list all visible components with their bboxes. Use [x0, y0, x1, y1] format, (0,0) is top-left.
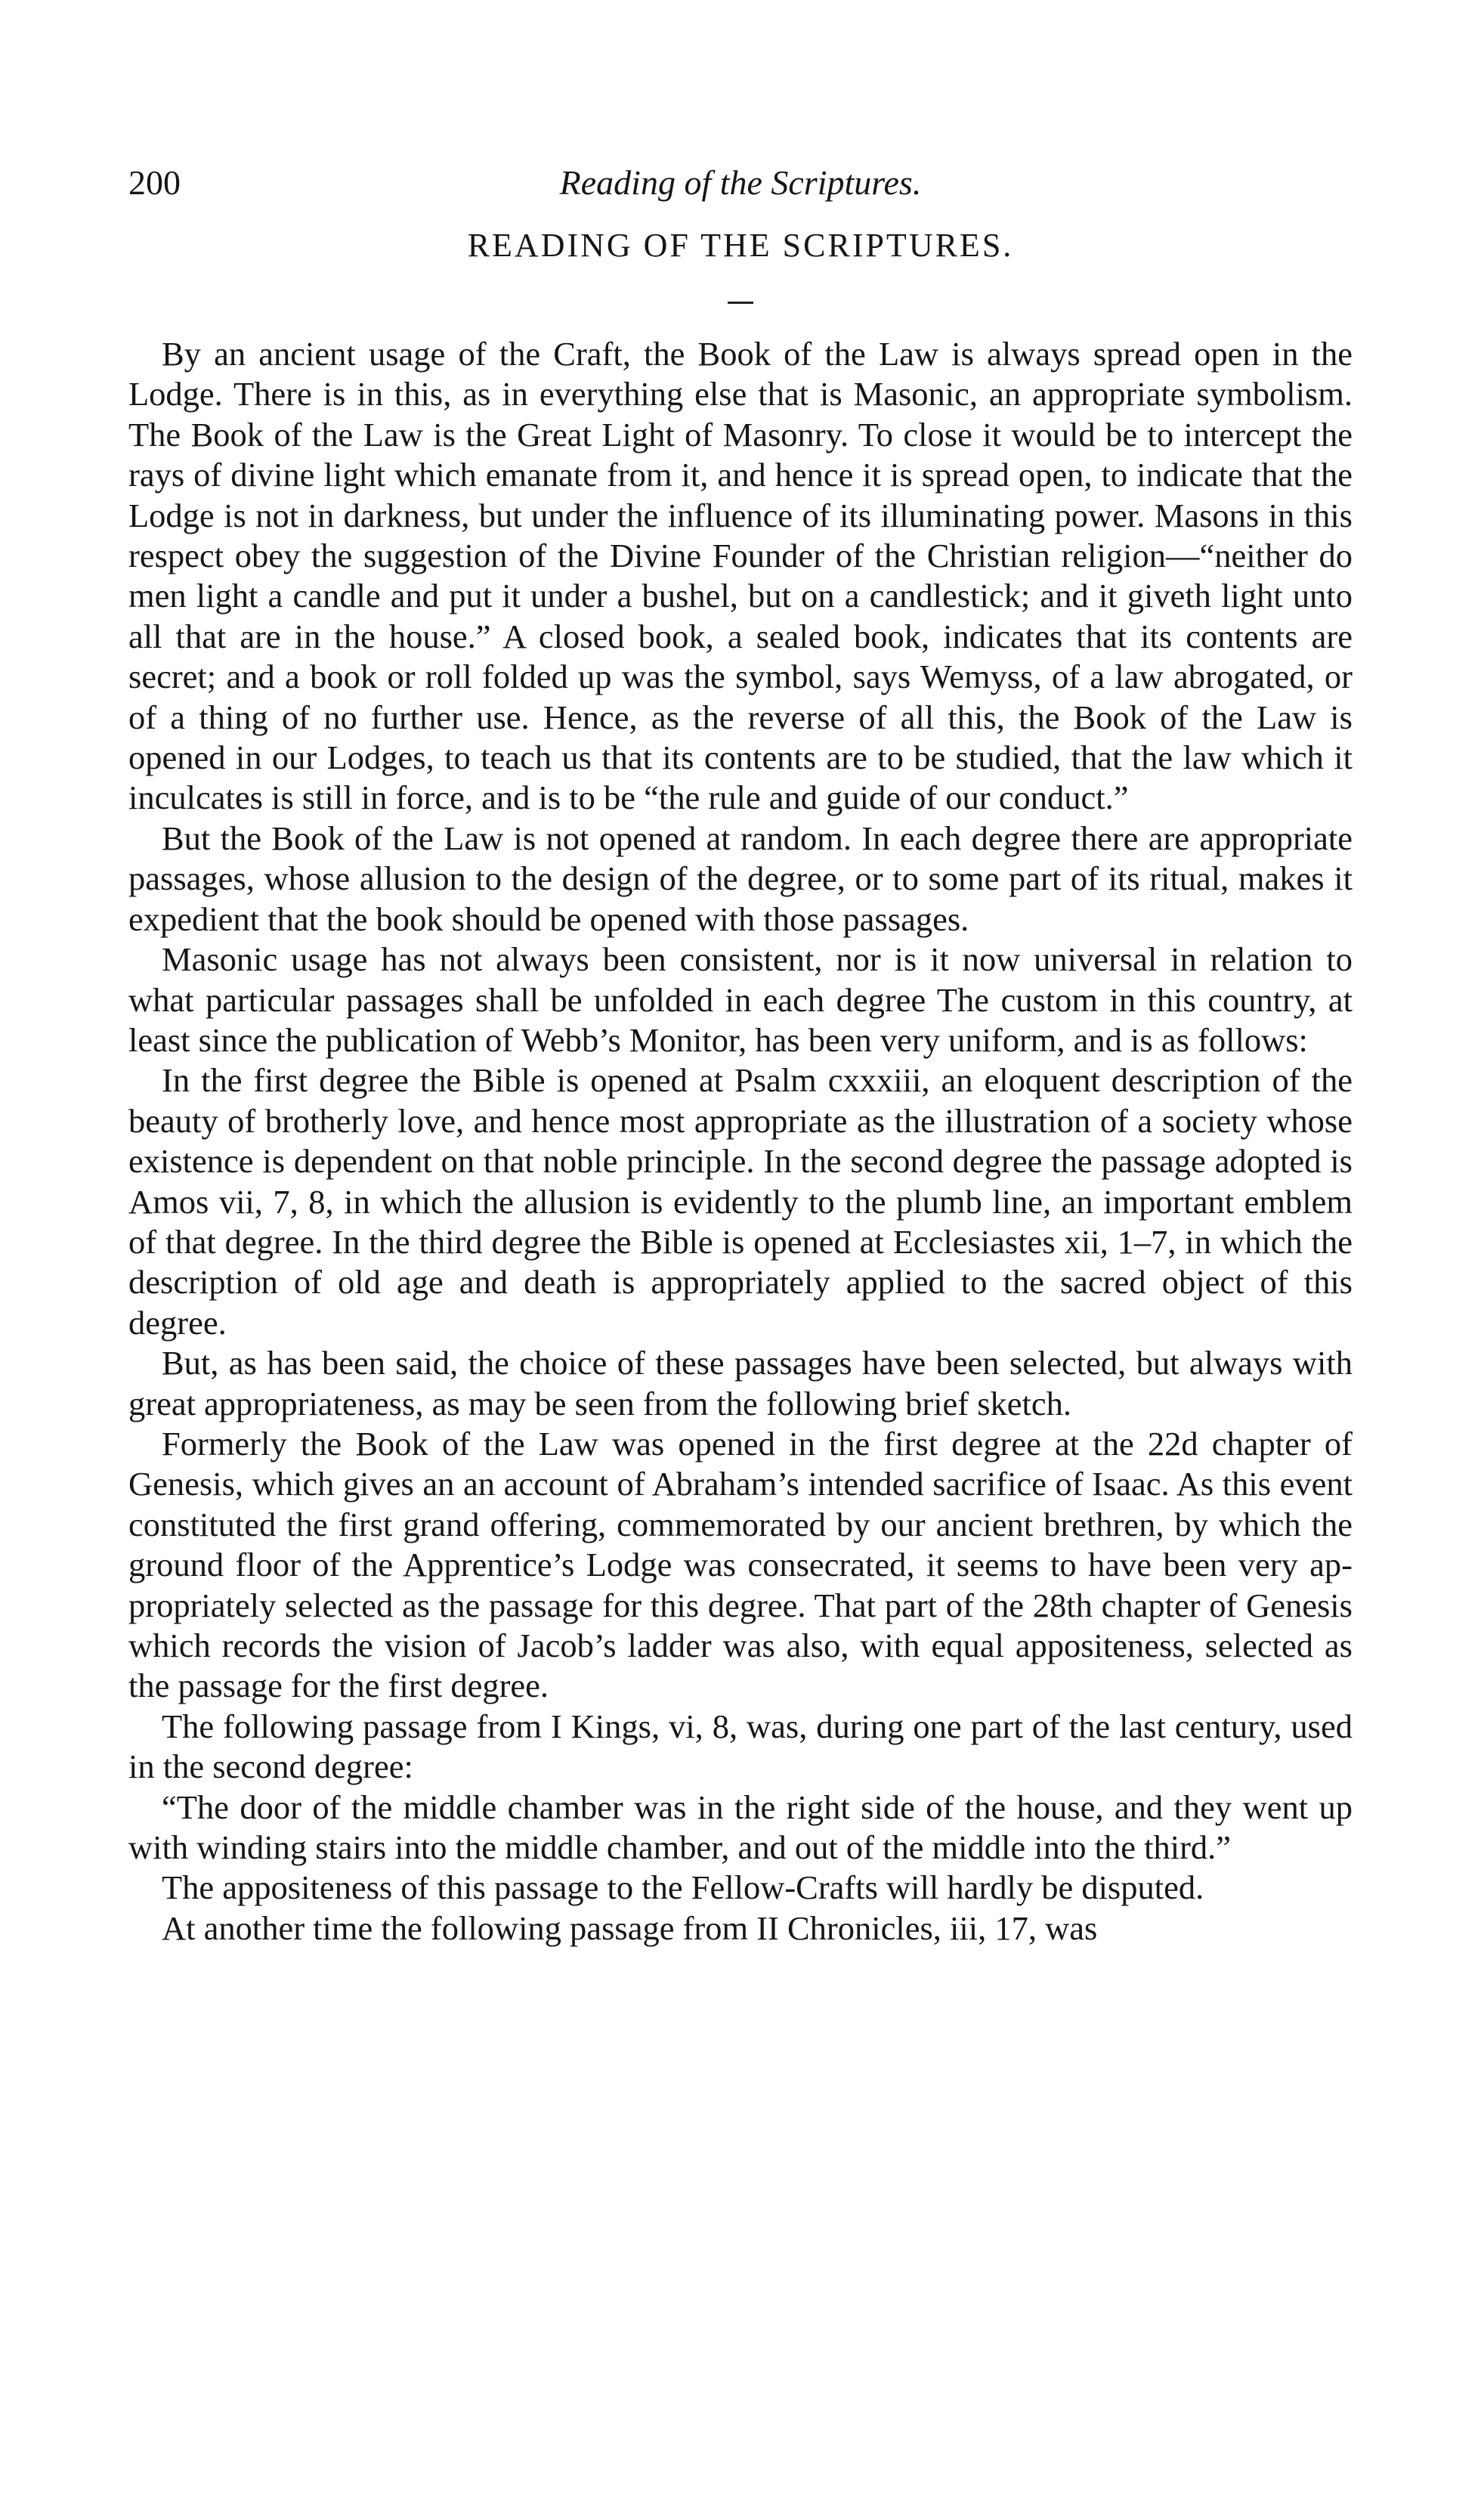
- paragraph-4: In the first degree the Bible is opened at Psalm cxxxiii, an eloquent description of the beauty of brotherly love, and hence most appropriate as the illustration of a society whose existence is dependent on that noble principle. In the second degree the passage adopted is Amos vii, 7, 8, in which the allusion is evidently to the plumb line, an important emblem of that degree. In the third degree the Bible is opened at Ecclesiastes xii, 1–7, in which the description of old age and death is appropriately applied to the sacred object of this degree.: [128, 1061, 1353, 1342]
- paragraph-9: The appositeness of this passage to the Fellow-Crafts will hardly be disputed.: [162, 1868, 1204, 1907]
- paragraph-6: Formerly the Book of the Law was opened in the first degree at the 22d chapter of Genesis, which gives an an account of Abraham’s intended sacrifice of Isaac. As this event constituted the first grand offering, commemorated by our ancient brethren, by which the ground floor of the Apprentice’s Lodge was consecrated, it seems to have been very appropriately selected as the passage for this degree. That part of the 28th chapter of Genesis which records the vision of Jacob’s ladder was also, with equal appositeness, selected as the passage for the first degree.: [128, 1424, 1353, 1705]
- paragraph-2: But the Book of the Law is not opened at random. In each degree there are appropriate passages, whose allusion to the design of the degree, or to some part of its ritual, makes it expedient that the book should be opened with those passages.: [128, 819, 1353, 938]
- section-title: READING OF THE SCRIPTURES.: [467, 227, 1014, 264]
- paragraph-8-quotation: “The door of the middle chamber was in the right side of the house, and they went up with winding stairs into the middle chamber, and out of the middle into the third.”: [128, 1788, 1353, 1867]
- title-divider: [728, 302, 753, 304]
- paragraph-10: At another time the following passage from II Chronicles, iii, 17, was: [162, 1908, 1098, 1947]
- paragraph-1: By an ancient usage of the Craft, the Book of the Law is always spread open in the Lodge. There is in this, as in everything else that is Masonic, an appropriate symbolism. The Book of the Law is the Great Light of Masonry. To close it would be to intercept the rays of divine light which emanate from it, and hence it is spread open, to indicate that the Lodge is not in darkness, but under the influence of its illuminating power. Masons in this respect obey the suggestion of the Divine Founder of the Christian religion—“neither do men light a candle and put it under a bushel, but on a candlestick; and it giveth light unto all that are in the house.” A closed book, a sealed book, indicates that its contents are secret; and a book or roll folded up was the symbol, says Wemyss, of a law abrogated, or of a thing of no further use. Hence, as the reverse of all this, the Book of the Law is opened in our Lodges, to teach us that its contents are to be studied, that the law which it inculcates is still in force, and is to be “the rule and guide of our conduct.”: [128, 335, 1353, 817]
- page-header: [128, 155, 1353, 211]
- paragraph-7: The following passage from I Kings, vi, 8, was, during one part of the last century, used in the second degree:: [128, 1707, 1353, 1786]
- page-number: 200: [128, 163, 181, 202]
- paragraph-3: Masonic usage has not always been consistent, nor is it now universal in relation to what particular passages shall be unfolded in each degree The custom in this country, at least since the publication of Webb’s Monitor, has been very uniform, and is as follows:: [128, 940, 1353, 1059]
- body-text: [128, 334, 1353, 1949]
- running-head: Reading of the Scriptures.: [559, 163, 922, 202]
- book-page: [128, 155, 1353, 2460]
- paragraph-5: But, as has been said, the choice of these passages have been selected, but always with great appropriateness, as may be seen from the following brief sketch.: [128, 1344, 1353, 1422]
